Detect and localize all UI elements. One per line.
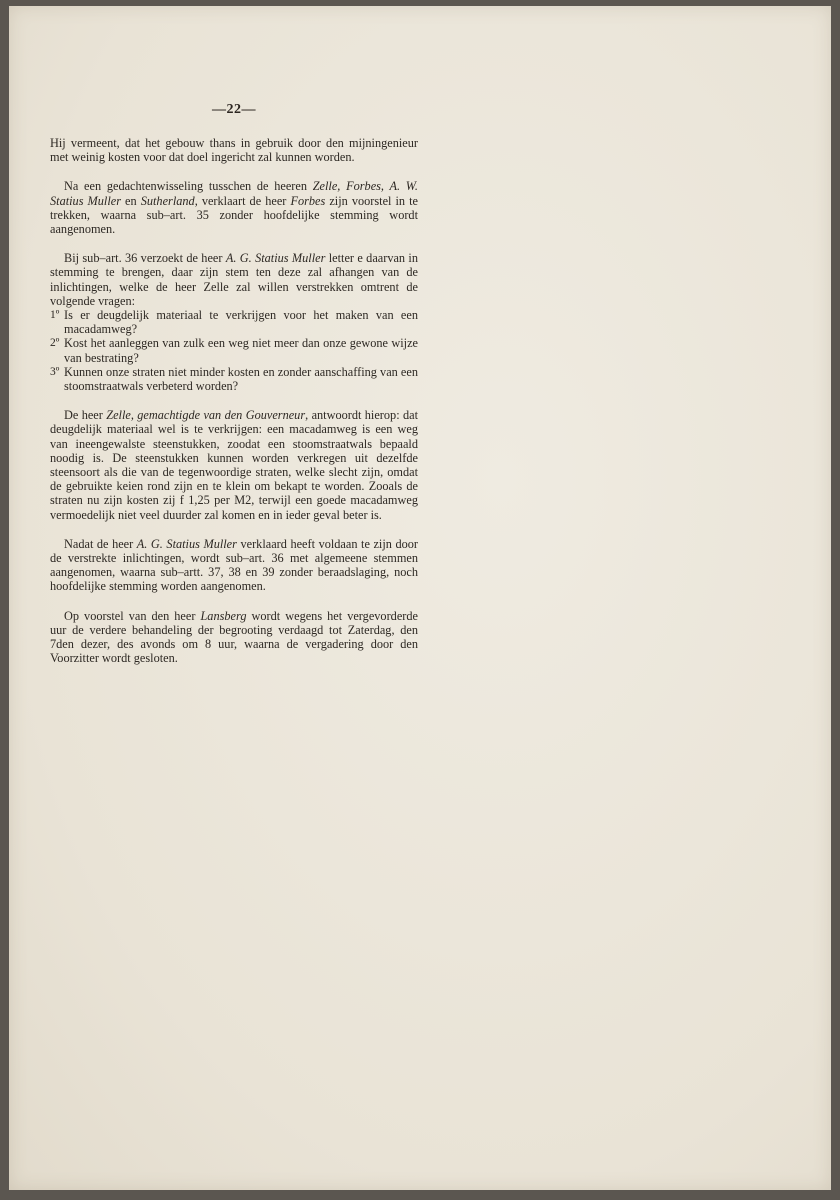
paragraph-4: De heer Zelle, gemachtigde van den Gouverneur, antwoordt hierop: dat deugdelijk materiaal wel is te verkrijgen: een macadamweg is een weg van ineengewalste steenstukken, zoodat een stoomstraatwals bepaald noodig is. De steenstukken kunnen worden verkregen uit dezelfde steensoort als die van de tegenwoordige straten, welke slecht zijn, omdat de gebruikte keien rond zijn en te klein om bekapt te worden. Zooals de straten nu zijn kosten zij f 1,25 per M2, terwijl een goede macadamweg vermoedelijk niet veel duurder zal komen en in ieder geval beter is. (50, 408, 419, 522)
list-text: Kunnen onze straten niet minder kosten en zonder aanschaffing van een stoomstraatwals verbeterd worden? (64, 364, 418, 394)
list-text: Kost het aanleggen van zulk een weg niet meer dan onze gewone wijze van bestrating? (64, 336, 418, 365)
list-text: Is er deugdelijk materiaal te verkrijgen voor het maken van een macadamweg? (64, 308, 418, 337)
list-item (50, 365, 418, 393)
list-number: 2º (50, 337, 60, 350)
paragraph-5: Nadat de heer A. G. Statius Muller verklaard heeft voldaan te zijn door de verstrekte inlichtingen, wordt sub–art. 36 met algemeene stemmen aangenomen, waarna sub–artt. 37, 38 en 39 zonder beraadslaging, noch hoofdelijke stemming worden aangenomen. (50, 536, 418, 594)
paragraph-3: Bij sub–art. 36 verzoekt de heer A. G. Statius Muller letter e daarvan in stemming te brengen, daar zijn stem ten deze zal afhangen van de inlichtingen, welke de heer Zelle zal willen verstrekken omtrent de volgende vragen: (50, 251, 419, 308)
body-text (50, 136, 418, 681)
list-number: 3º (50, 365, 60, 378)
paragraph-6: Op voorstel van den heer Lansberg wordt wegens het vergevorderde uur de verdere behandeling der begrooting verdaagd tot Zaterdag, den 7den dezer, des avonds om 8 uur, waarna de vergadering door den Voorzitter wordt gesloten. (50, 608, 418, 666)
list-item (50, 308, 418, 336)
paragraph-1: Hij vermeent, dat het gebouw thans in gebruik door den mijningenieur met weinig kosten voor dat doel ingericht zal kunnen worden. (50, 136, 418, 165)
list-number: 1º (50, 309, 60, 322)
paragraph-2: Na een gedachtenwisseling tusschen de heeren Zelle, Forbes, A. W. Statius Muller en Sutherland, verklaart de heer Forbes zijn voorstel in te trekken, waarna sub–art. 35 zonder hoofdelijke stemming wordt aangenomen. (50, 179, 418, 237)
list-item (50, 336, 418, 364)
question-list (50, 308, 418, 393)
page-number: —22— (212, 102, 256, 117)
document-page (9, 6, 831, 1190)
